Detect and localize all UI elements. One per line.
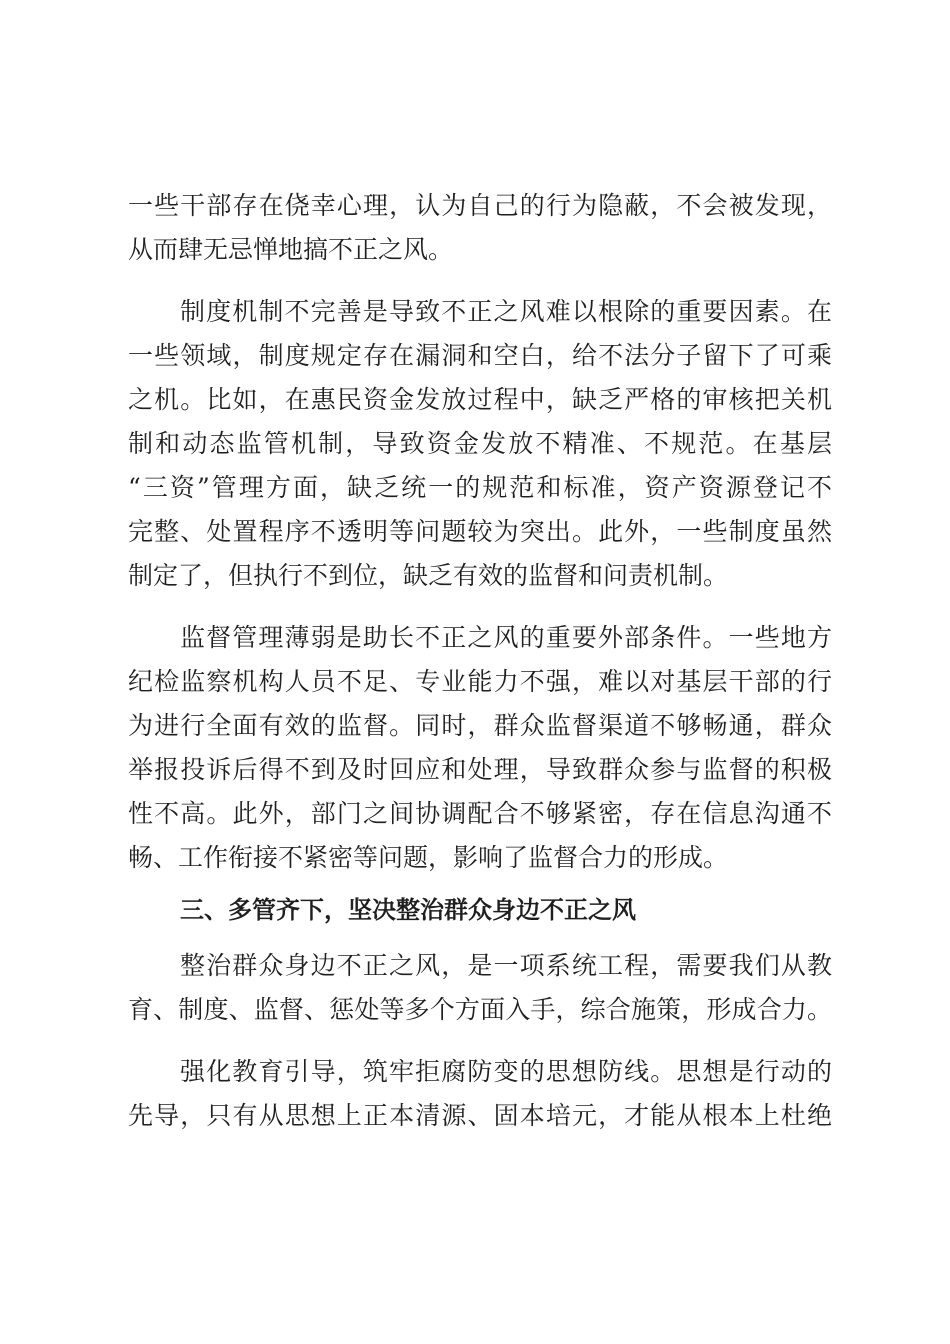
text-line: 育、制度、监督、惩处等多个方面入手，综合施策，形成合力。 xyxy=(128,995,832,1024)
paragraph-first-line: 监督管理薄弱是助长不正之风的重要外部条件。一些地方 xyxy=(180,623,832,652)
text-line: 为进行全面有效的监督。同时，群众监督渠道不够畅通，群众 xyxy=(128,711,832,740)
text-line: 制和动态监管机制，导致资金发放不精准、不规范。在基层 xyxy=(128,429,832,458)
paragraph-first-line: 强化教育引导，筑牢拒腐防变的思想防线。思想是行动的 xyxy=(180,1057,832,1086)
text-line: “三资”管理方面，缺乏统一的规范和标准，资产资源登记不 xyxy=(128,473,832,502)
text-line: 先导，只有从思想上正本清源、固本培元，才能从根本上杜绝 xyxy=(128,1101,832,1130)
paragraph-first-line: 制度机制不完善是导致不正之风难以根除的重要因素。在 xyxy=(180,297,832,326)
text-line: 性不高。此外，部门之间协调配合不够紧密，存在信息沟通不 xyxy=(128,799,832,828)
text-line: 纪检监察机构人员不足、专业能力不强，难以对基层干部的行 xyxy=(128,667,832,696)
text-line: 之机。比如，在惠民资金发放过程中，缺乏严格的审核把关机 xyxy=(128,385,832,414)
text-line: 畅、工作衔接不紧密等问题，影响了监督合力的形成。 xyxy=(128,843,729,872)
paragraph-first-line: 整治群众身边不正之风，是一项系统工程，需要我们从教 xyxy=(180,951,832,980)
text-line: 举报投诉后得不到及时回应和处理，导致群众参与监督的积极 xyxy=(128,755,832,784)
text-line: 制定了，但执行不到位，缺乏有效的监督和问责机制。 xyxy=(128,561,729,590)
text-line: 从而肆无忌惮地搞不正之风。 xyxy=(128,235,454,264)
text-line: 一些干部存在侥幸心理，认为自己的行为隐蔽，不会被发现， xyxy=(128,191,832,220)
text-line: 一些领域，制度规定存在漏洞和空白，给不法分子留下了可乘 xyxy=(128,341,832,370)
text-line: 完整、处置程序不透明等问题较为突出。此外，一些制度虽然 xyxy=(128,517,832,546)
section-heading: 三、多管齐下，坚决整治群众身边不正之风 xyxy=(180,896,636,924)
